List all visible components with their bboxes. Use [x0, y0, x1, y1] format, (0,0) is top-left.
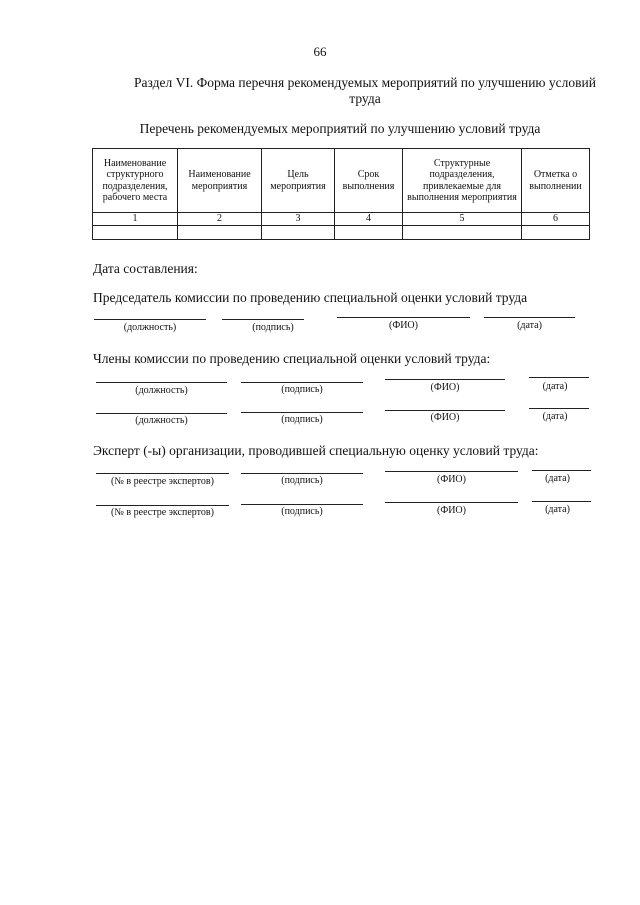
expert2-signature-line[interactable] — [241, 504, 363, 505]
table-cell[interactable] — [335, 226, 403, 240]
expert1-date-line[interactable] — [532, 470, 591, 471]
member1-signature-caption: (подпись) — [281, 384, 323, 395]
header-cell-departments: Структурные подразделения, привлекаемые для выполнения мероприятия — [403, 149, 522, 213]
member2-position-line[interactable] — [96, 413, 227, 414]
table-number-row — [93, 213, 590, 226]
chairman-name-line[interactable] — [337, 317, 470, 318]
column-number: 5 — [403, 213, 522, 226]
expert1-signature-caption: (подпись) — [281, 475, 323, 486]
member1-date-line[interactable] — [529, 377, 589, 378]
list-title: Перечень рекомендуемых мероприятий по улучшению условий труда — [139, 121, 541, 136]
table-cell[interactable] — [93, 226, 178, 240]
section-title: Раздел VI. Форма перечня рекомендуемых мероприятий по улучшению условий труда — [134, 75, 596, 106]
page-number: 66 — [313, 44, 327, 59]
chairman-date-caption: (дата) — [517, 320, 542, 331]
header-cell-completion: Отметка о выполнении — [522, 149, 590, 213]
expert2-signature-caption: (подпись) — [281, 506, 323, 517]
member2-position-caption: (должность) — [135, 415, 188, 426]
member2-name-line[interactable] — [385, 410, 505, 411]
column-number: 3 — [262, 213, 335, 226]
members-title: Члены комиссии по проведению специальной оценки условий труда: — [93, 351, 491, 366]
header-cell-goal: Цель мероприятия — [262, 149, 335, 213]
expert1-name-line[interactable] — [385, 471, 518, 472]
chairman-date-line[interactable] — [484, 317, 575, 318]
column-number: 1 — [93, 213, 178, 226]
member2-signature-caption: (подпись) — [281, 414, 323, 425]
header-cell-deadline: Срок выполнения — [335, 149, 403, 213]
member2-name-caption: (ФИО) — [430, 412, 460, 423]
expert2-name-line[interactable] — [385, 502, 518, 503]
member1-position-line[interactable] — [96, 382, 227, 383]
table-cell[interactable] — [178, 226, 262, 240]
expert1-date-caption: (дата) — [545, 473, 570, 484]
column-number: 2 — [178, 213, 262, 226]
chairman-signature-caption: (подпись) — [252, 322, 294, 333]
member1-date-caption: (дата) — [542, 381, 568, 392]
member1-signature-line[interactable] — [241, 382, 363, 383]
table-row — [93, 226, 590, 240]
table-cell[interactable] — [403, 226, 522, 240]
header-cell-unit: Наименование структурного подразделения, рабочего места — [93, 149, 178, 213]
member2-date-line[interactable] — [529, 408, 589, 409]
expert2-registry-caption: (№ в реестре экспертов) — [111, 507, 214, 518]
table-header-row — [93, 149, 590, 213]
member1-name-line[interactable] — [385, 379, 505, 380]
expert1-signature-line[interactable] — [241, 473, 363, 474]
member1-position-caption: (должность) — [135, 385, 188, 396]
expert2-registry-line[interactable] — [96, 505, 229, 506]
chairman-name-caption: (ФИО) — [388, 320, 418, 331]
member1-name-caption: (ФИО) — [430, 382, 460, 393]
chairman-signature-line[interactable] — [222, 319, 304, 320]
expert1-name-caption: (ФИО) — [436, 474, 466, 485]
member2-signature-line[interactable] — [241, 412, 363, 413]
date-compiled-label: Дата составления: — [93, 261, 198, 276]
column-number: 6 — [522, 213, 590, 226]
table-cell[interactable] — [262, 226, 335, 240]
expert2-name-caption: (ФИО) — [436, 505, 466, 516]
chairman-position-line[interactable] — [94, 319, 206, 320]
expert2-date-line[interactable] — [532, 501, 591, 502]
header-cell-measure: Наименование мероприятия — [178, 149, 262, 213]
chairman-position-caption: (должность) — [123, 322, 177, 333]
member2-date-caption: (дата) — [542, 411, 568, 422]
table-cell[interactable] — [522, 226, 590, 240]
column-number: 4 — [335, 213, 403, 226]
experts-title: Эксперт (-ы) организации, проводившей специальную оценку условий труда: — [93, 443, 539, 458]
expert1-registry-caption: (№ в реестре экспертов) — [111, 476, 214, 487]
chairman-title: Председатель комиссии по проведению специальной оценки условий труда — [93, 290, 528, 305]
expert1-registry-line[interactable] — [96, 473, 229, 474]
expert2-date-caption: (дата) — [545, 504, 570, 515]
measures-table — [92, 148, 590, 240]
